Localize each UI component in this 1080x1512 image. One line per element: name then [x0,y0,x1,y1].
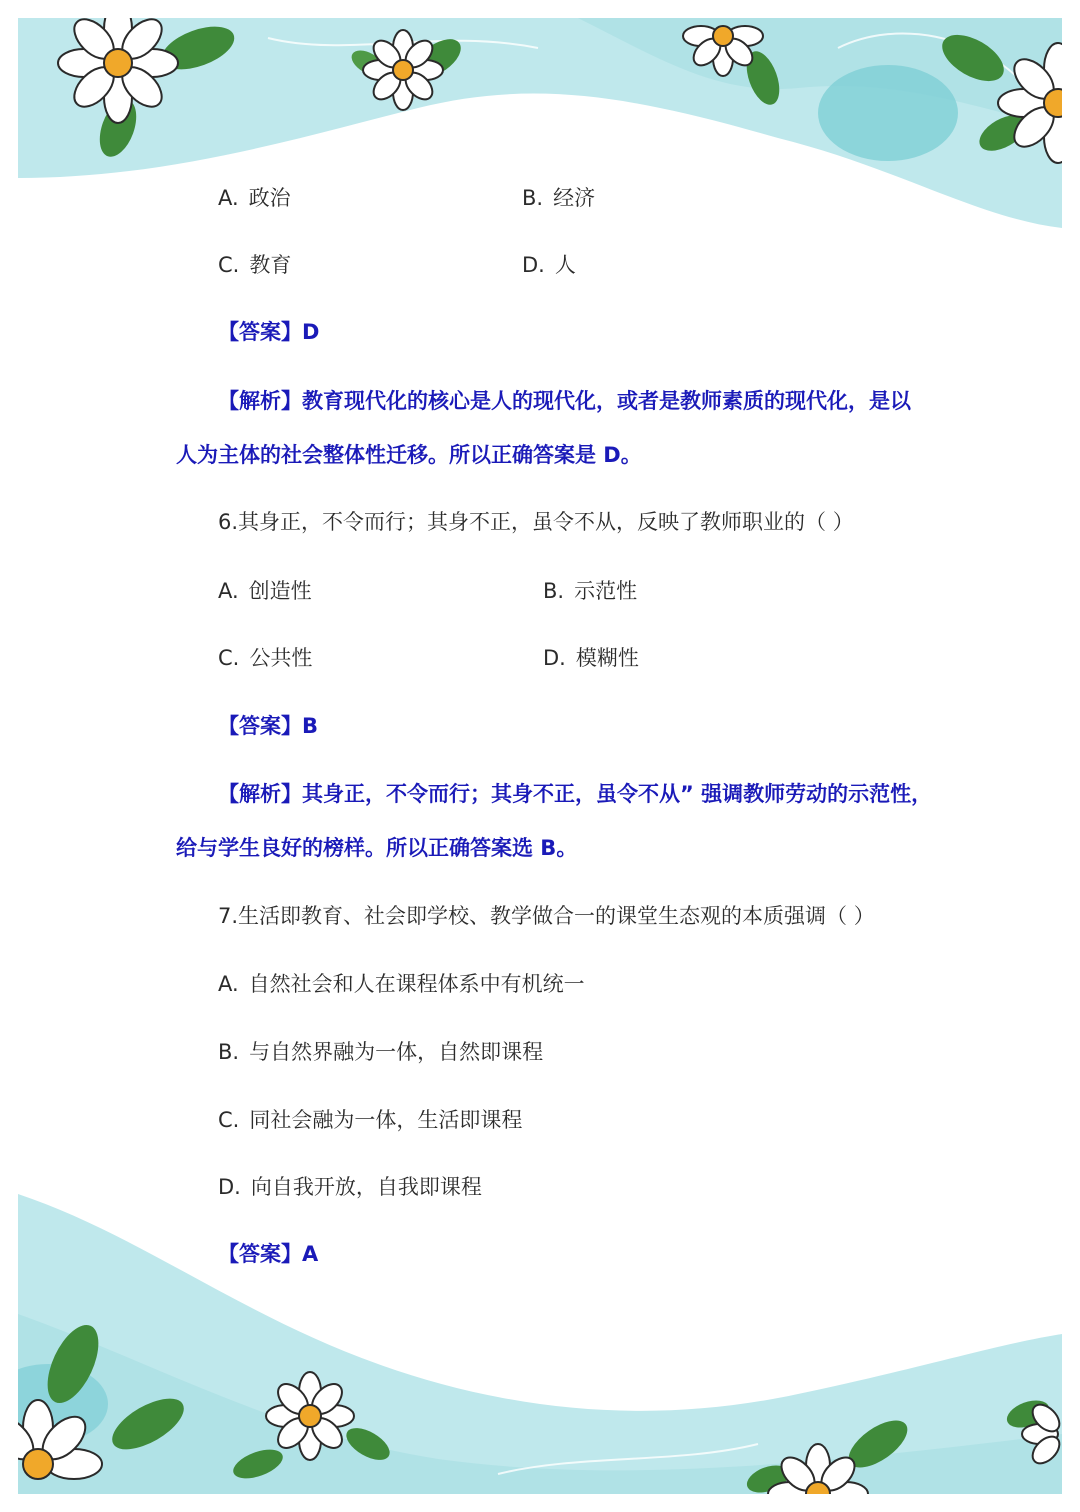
q6-answer: 【答案】B [218,714,319,738]
q6-analysis-line2: 给与学生良好的榜样。所以正确答案选 B。 [176,836,578,860]
q7-answer: 【答案】A [218,1242,319,1266]
q6-option-b: B. 示范性 [543,579,638,603]
q6-option-d: D. 模糊性 [543,646,639,670]
q5-option-a: A. 政治 [218,186,291,210]
q5-option-b: B. 经济 [522,186,596,210]
q7-option-b: B. 与自然界融为一体，自然即课程 [218,1040,544,1064]
q6-option-a: A. 创造性 [218,579,312,603]
q6-analysis-line1: 【解析】其身正，不令而行；其身不正，虽令不从” 强调教师劳动的示范性， [218,782,933,806]
q5-analysis-line2: 人为主体的社会整体性迁移。所以正确答案是 D。 [176,443,642,467]
q7-stem: 7.生活即教育、社会即学校、教学做合一的课堂生态观的本质强调（ ） [218,904,875,928]
q5-analysis-line1: 【解析】教育现代化的核心是人的现代化，或者是教师素质的现代化，是以 [218,389,911,413]
q6-stem: 6.其身正，不令而行；其身不正，虽令不从，反映了教师职业的（ ） [218,510,854,534]
q5-option-d: D. 人 [522,253,576,277]
q5-option-c: C. 教育 [218,253,292,277]
q5-answer: 【答案】D [218,320,320,344]
q7-option-d: D. 向自我开放，自我即课程 [218,1175,482,1199]
q7-option-c: C. 同社会融为一体，生活即课程 [218,1108,523,1132]
q7-option-a: A. 自然社会和人在课程体系中有机统一 [218,972,585,996]
q6-option-c: C. 公共性 [218,646,313,670]
